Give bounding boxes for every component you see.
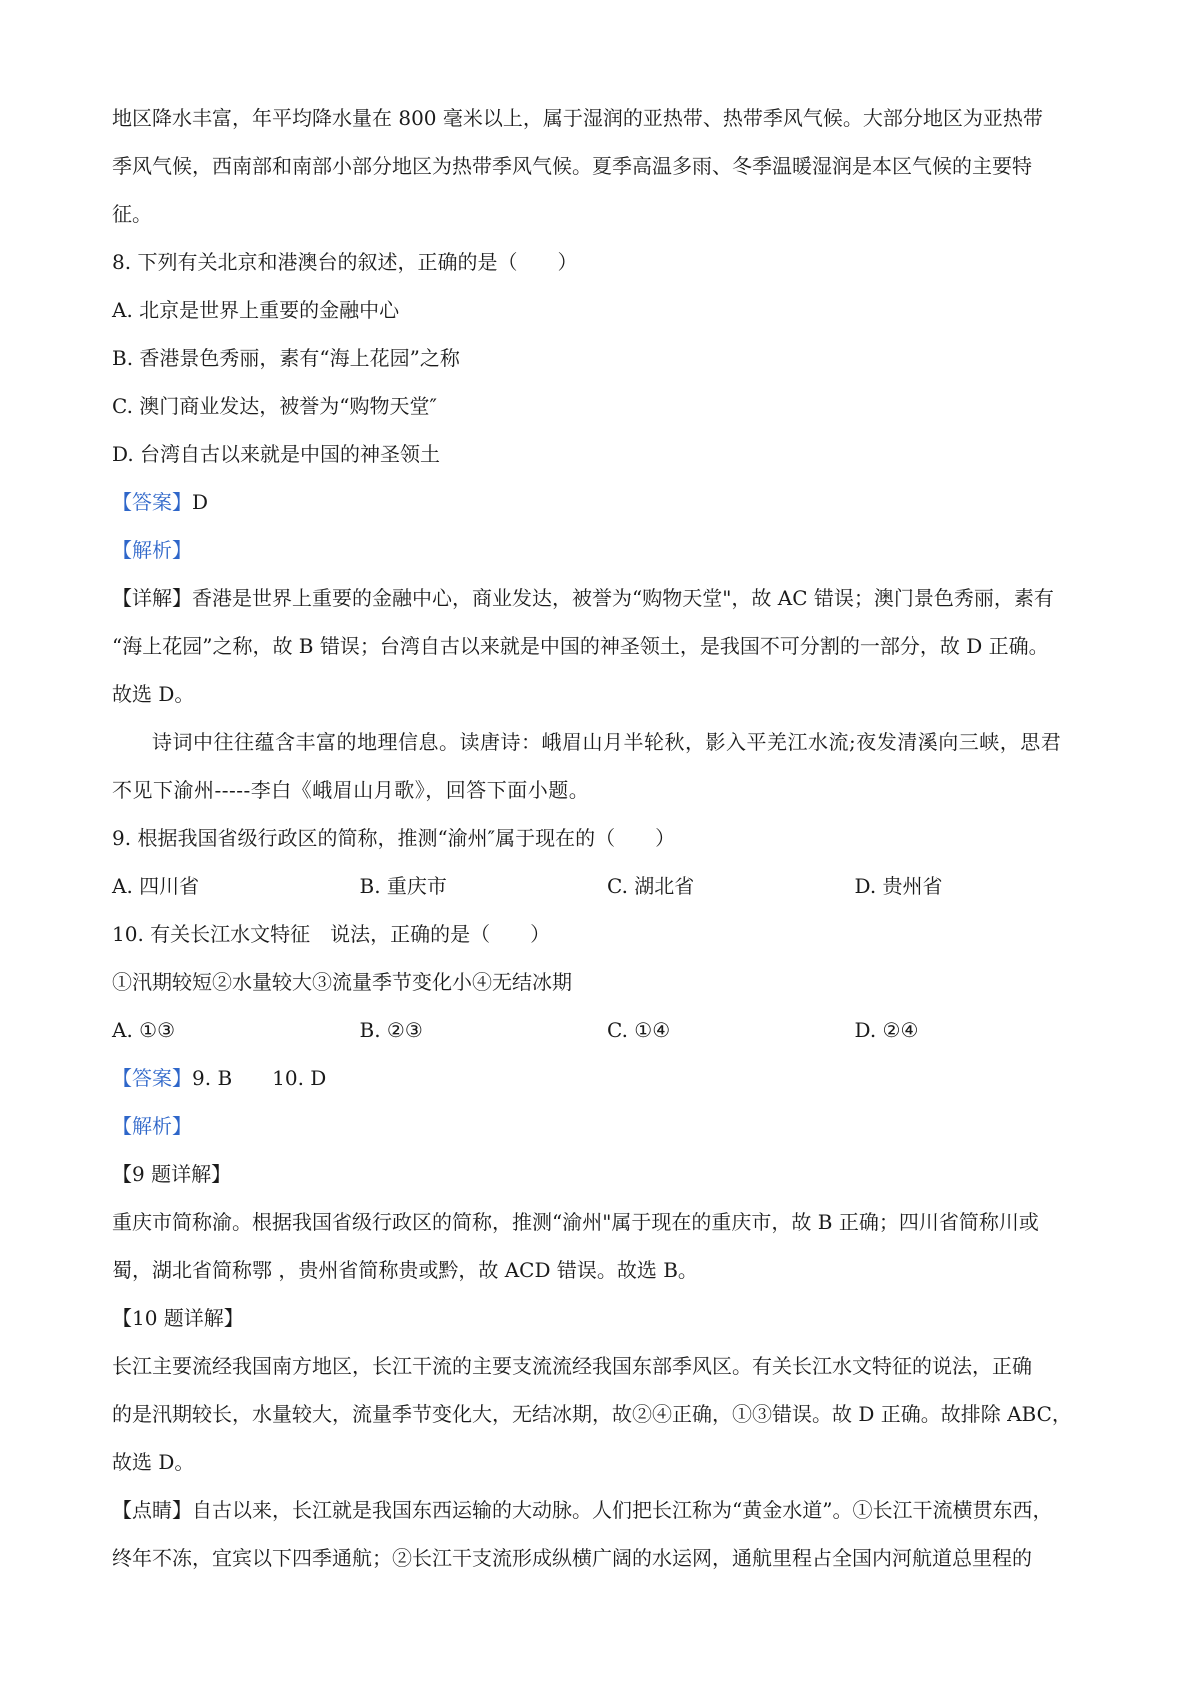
- poem-line: 诗词中往往蕴含丰富的地理信息。读唐诗：峨眉山月半轮秋，影入平羌江水流;夜发清溪向三峡，思君: [152, 730, 1062, 754]
- point-line: 终年不冻，宜宾以下四季通航；②长江干支流形成纵横广阔的水运网，通航里程占全国内河航道总里程的: [112, 1546, 1032, 1570]
- question-9-option-d: D. 贵州省: [854, 874, 943, 898]
- question-9-detail-line: 蜀，湖北省简称鄂 ，贵州省简称贵或黔，故 ACD 错误。故选 B。: [112, 1258, 698, 1282]
- question-8-answer: [112, 478, 1102, 526]
- question-8-option-d: D. 台湾自古以来就是中国的神圣领土: [112, 442, 441, 466]
- answer-tag: 【答案】: [112, 490, 192, 514]
- question-9-detail-line: 重庆市简称渝。根据我国省级行政区的简称，推测“渝州"属于现在的重庆市，故 B 正确；四川省简称川或: [112, 1210, 1039, 1234]
- intro-line: 征。: [112, 202, 152, 226]
- intro-line: 地区降水丰富，年平均降水量在 800 毫米以上，属于湿润的亚热带、热带季风气候。大部分地区为亚热带: [112, 106, 1043, 130]
- intro-line: 季风气候，西南部和南部小部分地区为热带季风气候。夏季高温多雨、冬季温暖湿润是本区气候的主要特: [112, 154, 1032, 178]
- question-10-option-c: C. ①④: [607, 1018, 671, 1042]
- detail-text: 香港是世界上重要的金融中心，商业发达，被誉为“购物天堂"，故 AC 错误；澳门景色秀丽，素有: [192, 586, 1054, 610]
- question-9-stem: 9. 根据我国省级行政区的简称，推测“渝州″属于现在的（ ）: [112, 826, 676, 850]
- question-8-detail-line: 故选 D。: [112, 682, 195, 706]
- question-10-detail-line: 长江主要流经我国南方地区，长江干流的主要支流流经我国东部季风区。有关长江水文特征的说法，正确: [112, 1354, 1032, 1378]
- point-line: [112, 1486, 1102, 1534]
- analysis-tag: 【解析】: [112, 1114, 192, 1138]
- question-8-option-a: A. 北京是世界上重要的金融中心: [112, 298, 400, 322]
- question-10-detail-line: 的是汛期较长，水量较大，流量季节变化大，无结冰期，故②④正确，①③错误。故 D 正确。故排除 ABC，: [112, 1402, 1072, 1426]
- question-10-detail-heading: 【10 题详解】: [112, 1306, 244, 1330]
- questions-9-10-answer: [112, 1054, 1102, 1102]
- poem-line: 不见下渝州-----李白《峨眉山月歌》，回答下面小题。: [112, 778, 590, 802]
- question-10-option-b: B. ②③: [359, 1018, 423, 1042]
- document-page: [112, 94, 1102, 1582]
- detail-tag: 【详解】: [112, 586, 192, 610]
- question-10-items: ①汛期较短②水量较大③流量季节变化小④无结冰期: [112, 970, 572, 994]
- question-8-option-c: C. 澳门商业发达，被誉为“购物天堂″: [112, 394, 437, 418]
- question-8-detail-line: [112, 574, 1102, 622]
- question-10-detail-line: 故选 D。: [112, 1450, 195, 1474]
- point-tag: 【点睛】: [112, 1498, 192, 1522]
- analysis-tag: 【解析】: [112, 538, 192, 562]
- answer-value: 9. B 10. D: [192, 1066, 327, 1090]
- question-10-option-d: D. ②④: [854, 1018, 919, 1042]
- question-9-detail-heading: 【9 题详解】: [112, 1162, 232, 1186]
- point-text: 自古以来，长江就是我国东西运输的大动脉。人们把长江称为“黄金水道”。①长江干流横贯东西，: [192, 1498, 1053, 1522]
- question-8-option-b: B. 香港景色秀丽，素有“海上花园”之称: [112, 346, 460, 370]
- question-8-detail-line: “海上花园”之称，故 B 错误；台湾自古以来就是中国的神圣领土，是我国不可分割的一部分，故 D 正确。: [112, 634, 1049, 658]
- question-9-option-a: A. 四川省: [112, 874, 200, 898]
- question-9-option-c: C. 湖北省: [607, 874, 695, 898]
- question-8-analysis-heading: [112, 526, 1102, 574]
- answer-tag: 【答案】: [112, 1066, 192, 1090]
- question-10-option-a: A. ①③: [112, 1018, 176, 1042]
- answer-value: D: [192, 490, 209, 514]
- question-10-options: [112, 1006, 1102, 1054]
- question-10-stem: 10. 有关长江水文特征 说法，正确的是（ ）: [112, 922, 551, 946]
- questions-9-10-analysis-heading: [112, 1102, 1102, 1150]
- question-9-options: [112, 862, 1102, 910]
- question-8-stem: 8. 下列有关北京和港澳台的叙述，正确的是（ ）: [112, 250, 578, 274]
- question-9-option-b: B. 重庆市: [359, 874, 447, 898]
